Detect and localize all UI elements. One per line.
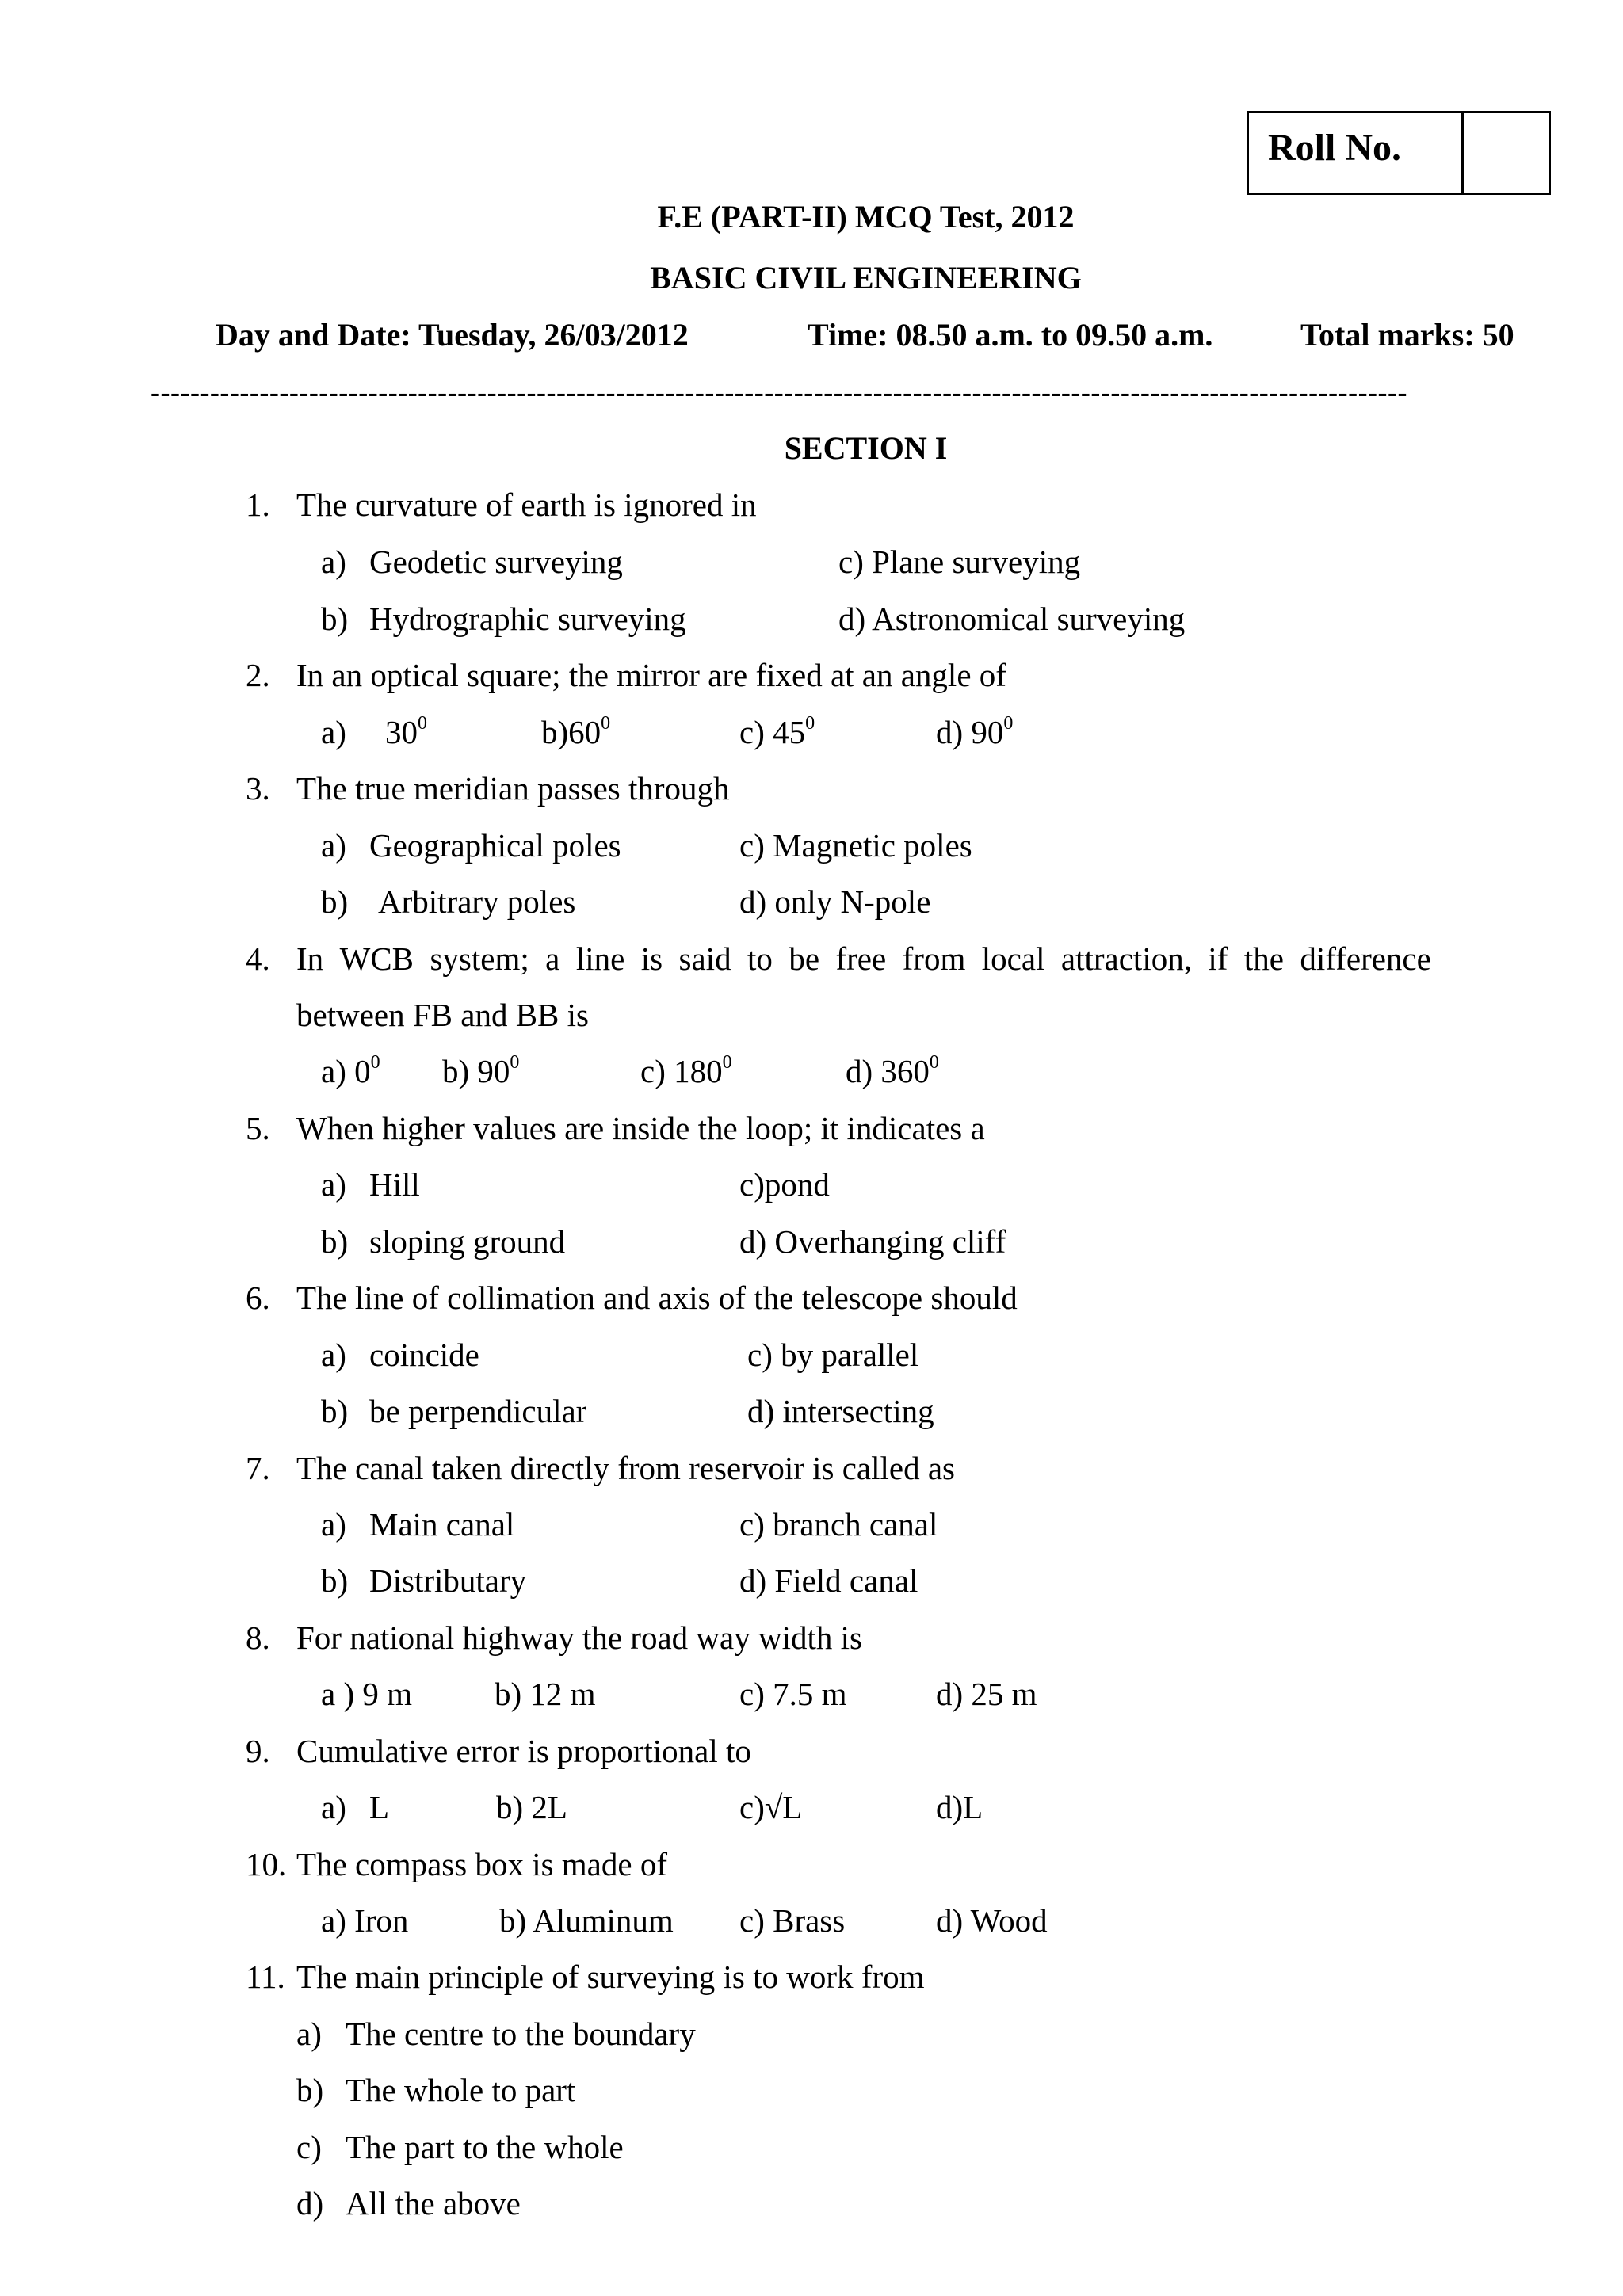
option-letter: b)	[321, 883, 349, 920]
option-b: b) $90^0$	[442, 1052, 520, 1089]
option-a: a) $0^0$	[321, 1052, 380, 1089]
question-text: The compass box is made of	[296, 1846, 667, 1882]
question-number: 11.	[246, 1958, 285, 1995]
option-c: c) $180^0$	[640, 1052, 732, 1089]
option-a: a) Iron	[321, 1902, 409, 1939]
option-letter: c)	[296, 2129, 322, 2165]
option-letter: a)	[321, 1337, 346, 1373]
option-b: be perpendicular	[369, 1393, 587, 1429]
option-b: Distributary	[369, 1562, 527, 1599]
option-b: The whole to part	[346, 2072, 576, 2108]
question-text: The true meridian passes through	[296, 770, 730, 807]
option-letter: a)	[321, 543, 346, 580]
option-d: d) intersecting	[747, 1393, 934, 1429]
option-a: The centre to the boundary	[346, 2016, 696, 2052]
day-date: Day and Date: Tuesday, 26/03/2012	[216, 317, 689, 353]
roll-number-label: Roll No.	[1249, 113, 1464, 193]
header-separator: -------------------------------------------------------------------------------------------------------------------------------	[151, 376, 1408, 408]
roll-number-field[interactable]	[1464, 113, 1549, 193]
option-c: c) Brass	[739, 1902, 846, 1939]
question-number: 10.	[246, 1846, 287, 1882]
option-letter: a)	[321, 714, 346, 750]
roll-number-box	[1247, 111, 1551, 195]
question-number: 8.	[246, 1619, 270, 1656]
option-b: b) 2L	[496, 1789, 567, 1825]
option-d: d) only N-pole	[739, 883, 931, 920]
test-title: F.E (PART-II) MCQ Test, 2012	[657, 199, 1075, 235]
question-text: The curvature of earth is ignored in	[296, 486, 757, 523]
option-letter: a)	[321, 1789, 346, 1825]
section-title: SECTION I	[784, 430, 948, 466]
question-text: The line of collimation and axis of the telescope should	[296, 1280, 1018, 1316]
option-d: d) Astronomical surveying	[838, 601, 1186, 637]
option-letter: b)	[321, 601, 349, 637]
option-c: c) Magnetic poles	[739, 827, 972, 864]
option-c: The part to the whole	[346, 2129, 624, 2165]
option-letter: b)	[321, 1223, 349, 1260]
question-number: 4.	[246, 940, 270, 977]
question-text: Cumulative error is proportional to	[296, 1733, 751, 1769]
option-a: Geodetic surveying	[369, 543, 623, 580]
option-letter: d)	[296, 2185, 324, 2222]
option-d: d) Overhanging cliff	[739, 1223, 1006, 1260]
question-text-line-1: In WCB system; a line is said to be free from local attraction, if the difference	[296, 940, 1431, 977]
question-number: 2.	[246, 657, 270, 693]
question-number: 6.	[246, 1280, 270, 1316]
option-d: d) Wood	[936, 1902, 1048, 1939]
option-letter: b)	[321, 1562, 349, 1599]
question-text: The canal taken directly from reservoir is called as	[296, 1450, 956, 1486]
question-number: 5.	[246, 1110, 270, 1146]
question-number: 3.	[246, 770, 270, 807]
question-text-line-2: between FB and BB is	[296, 997, 589, 1033]
option-a: a ) 9 m	[321, 1676, 412, 1712]
option-b: sloping ground	[369, 1223, 566, 1260]
option-b: $b)60^0$	[541, 713, 611, 750]
question-text: The main principle of surveying is to work from	[296, 1958, 925, 1995]
option-b: Hydrographic surveying	[369, 601, 686, 637]
total-marks: Total marks: 50	[1300, 317, 1514, 353]
option-letter: a)	[321, 1506, 346, 1543]
question-number: 1.	[246, 486, 270, 523]
exam-time: Time: 08.50 a.m. to 09.50 a.m.	[808, 317, 1213, 353]
option-b: b) Aluminum	[499, 1902, 674, 1939]
option-b: b) 12 m	[495, 1676, 596, 1712]
option-letter: b)	[296, 2072, 324, 2108]
option-a: $30^0$	[385, 713, 427, 750]
question-text: When higher values are inside the loop; it indicates a	[296, 1110, 985, 1146]
option-a: Geographical poles	[369, 827, 621, 864]
question-number: 7.	[246, 1450, 270, 1486]
option-letter: a)	[321, 1166, 346, 1203]
question-text: In an optical square; the mirror are fixed at an angle of	[296, 657, 1006, 693]
option-c: c)√L	[739, 1789, 803, 1825]
option-a: L	[369, 1789, 390, 1825]
option-c: c) by parallel	[747, 1337, 919, 1373]
option-c: c) branch canal	[739, 1506, 938, 1543]
question-text: For national highway the road way width is	[296, 1619, 862, 1656]
question-number: 9.	[246, 1733, 270, 1769]
option-d: All the above	[346, 2185, 521, 2222]
option-d: d) $360^0$	[846, 1052, 939, 1089]
option-c: c) $45^0$	[739, 713, 815, 750]
option-letter: a)	[321, 827, 346, 864]
option-d: d) 25 m	[936, 1676, 1037, 1712]
option-b: Arbitrary poles	[378, 883, 576, 920]
option-d: d) Field canal	[739, 1562, 918, 1599]
option-d: d)L	[936, 1789, 983, 1825]
option-c: c) Plane surveying	[838, 543, 1081, 580]
option-a: Hill	[369, 1166, 420, 1203]
option-d: d) $90^0$	[936, 713, 1014, 750]
subject-title: BASIC CIVIL ENGINEERING	[650, 260, 1082, 296]
option-letter: a)	[296, 2016, 322, 2052]
option-a: Main canal	[369, 1506, 515, 1543]
option-c: c)pond	[739, 1166, 830, 1203]
option-letter: b)	[321, 1393, 349, 1429]
option-c: c) 7.5 m	[739, 1676, 847, 1712]
option-a: coincide	[369, 1337, 479, 1373]
